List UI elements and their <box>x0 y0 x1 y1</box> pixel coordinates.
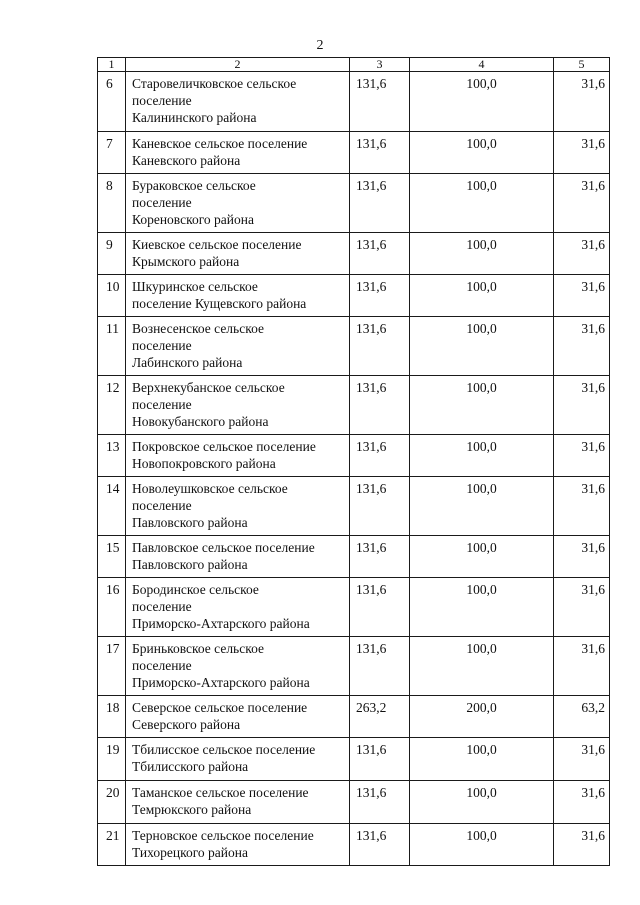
row-name-line: поселение <box>132 195 192 210</box>
row-name-line: Каневского района <box>132 153 241 168</box>
row-number: 13 <box>98 435 126 477</box>
table-row <box>98 578 610 637</box>
row-value-col5: 31,6 <box>554 233 610 275</box>
table-row <box>98 275 610 317</box>
row-value-col3: 131,6 <box>350 317 410 376</box>
row-value-col5: 31,6 <box>554 275 610 317</box>
row-value-col5: 31,6 <box>554 536 610 578</box>
table-header-row <box>98 58 610 72</box>
row-name-line: Покровское сельское поселение <box>132 439 316 454</box>
row-name <box>126 781 350 824</box>
table-row <box>98 696 610 738</box>
row-value-col5: 63,2 <box>554 696 610 738</box>
row-value-col4: 100,0 <box>410 376 554 435</box>
row-name-line: Новопокровского района <box>132 456 276 471</box>
row-name-line: Вознесенское сельское <box>132 321 264 336</box>
row-name-line: поселение <box>132 498 192 513</box>
row-value-col3: 131,6 <box>350 578 410 637</box>
row-name-line: Приморско-Ахтарского района <box>132 616 310 631</box>
row-name-line: Новокубанского района <box>132 414 269 429</box>
row-value-col3: 131,6 <box>350 233 410 275</box>
table-row <box>98 317 610 376</box>
table-row <box>98 477 610 536</box>
row-name <box>126 738 350 781</box>
row-name <box>126 72 350 132</box>
row-value-col4: 200,0 <box>410 696 554 738</box>
header-cell-5: 5 <box>554 58 610 72</box>
header-cell-3: 3 <box>350 58 410 72</box>
row-name-line: поселение <box>132 338 192 353</box>
row-number: 14 <box>98 477 126 536</box>
row-name-line: Киевское сельское поселение <box>132 237 302 252</box>
row-number: 21 <box>98 824 126 866</box>
row-name <box>126 696 350 738</box>
row-value-col5: 31,6 <box>554 435 610 477</box>
row-value-col3: 263,2 <box>350 696 410 738</box>
row-name-line: Верхнекубанское сельское <box>132 380 285 395</box>
row-name <box>126 824 350 866</box>
row-value-col3: 131,6 <box>350 72 410 132</box>
row-name-line: поселение <box>132 397 192 412</box>
table-row <box>98 536 610 578</box>
row-value-col5: 31,6 <box>554 477 610 536</box>
row-name <box>126 637 350 696</box>
row-value-col4: 100,0 <box>410 132 554 174</box>
row-value-col4: 100,0 <box>410 275 554 317</box>
row-value-col5: 31,6 <box>554 578 610 637</box>
row-name-line: Крымского района <box>132 254 240 269</box>
header-cell-2: 2 <box>126 58 350 72</box>
row-name-line: Тбилисского района <box>132 759 249 774</box>
row-name <box>126 578 350 637</box>
row-value-col3: 131,6 <box>350 132 410 174</box>
table-row <box>98 376 610 435</box>
table-row <box>98 174 610 233</box>
row-name-line: Калининского района <box>132 110 257 125</box>
row-value-col5: 31,6 <box>554 781 610 824</box>
row-value-col4: 100,0 <box>410 317 554 376</box>
row-value-col3: 131,6 <box>350 275 410 317</box>
row-name <box>126 477 350 536</box>
row-value-col4: 100,0 <box>410 824 554 866</box>
row-value-col4: 100,0 <box>410 637 554 696</box>
row-name-line: Лабинского района <box>132 355 243 370</box>
row-value-col3: 131,6 <box>350 738 410 781</box>
row-value-col5: 31,6 <box>554 376 610 435</box>
row-value-col5: 31,6 <box>554 317 610 376</box>
row-name-line: Каневское сельское поселение <box>132 136 308 151</box>
table-row <box>98 132 610 174</box>
table-row <box>98 738 610 781</box>
row-number: 16 <box>98 578 126 637</box>
row-name-line: Кореновского района <box>132 212 254 227</box>
row-number: 18 <box>98 696 126 738</box>
row-value-col4: 100,0 <box>410 578 554 637</box>
row-name-line: Темрюкского района <box>132 802 252 817</box>
row-value-col5: 31,6 <box>554 824 610 866</box>
row-name-line: Приморско-Ахтарского района <box>132 675 310 690</box>
row-name <box>126 536 350 578</box>
row-name <box>126 317 350 376</box>
table-row <box>98 72 610 132</box>
row-name-line: Таманское сельское поселение <box>132 785 309 800</box>
header-cell-1: 1 <box>98 58 126 72</box>
row-value-col5: 31,6 <box>554 738 610 781</box>
row-name-line: Новолеушковское сельское <box>132 481 288 496</box>
row-value-col5: 31,6 <box>554 174 610 233</box>
row-number: 8 <box>98 174 126 233</box>
row-value-col4: 100,0 <box>410 738 554 781</box>
row-name-line: поселение <box>132 658 192 673</box>
row-value-col3: 131,6 <box>350 376 410 435</box>
row-value-col4: 100,0 <box>410 477 554 536</box>
row-value-col5: 31,6 <box>554 132 610 174</box>
row-name-line: Павловское сельское поселение <box>132 540 315 555</box>
row-value-col3: 131,6 <box>350 477 410 536</box>
table-row <box>98 233 610 275</box>
row-value-col4: 100,0 <box>410 435 554 477</box>
row-name <box>126 132 350 174</box>
row-value-col3: 131,6 <box>350 536 410 578</box>
row-name-line: Терновское сельское поселение <box>132 828 314 843</box>
table-row <box>98 824 610 866</box>
row-value-col4: 100,0 <box>410 781 554 824</box>
row-name-line: Бородинское сельское <box>132 582 259 597</box>
row-name <box>126 174 350 233</box>
row-name <box>126 376 350 435</box>
row-value-col4: 100,0 <box>410 536 554 578</box>
row-name-line: Старовеличковское сельское <box>132 76 297 91</box>
row-number: 11 <box>98 317 126 376</box>
row-name-line: Тихорецкого района <box>132 845 248 860</box>
row-name-line: Павловского района <box>132 557 248 572</box>
row-name-line: поселение Кущевского района <box>132 296 307 311</box>
row-name-line: поселение <box>132 599 192 614</box>
row-name <box>126 435 350 477</box>
row-number: 6 <box>98 72 126 132</box>
row-value-col3: 131,6 <box>350 824 410 866</box>
row-number: 19 <box>98 738 126 781</box>
row-name <box>126 275 350 317</box>
row-name-line: Бураковское сельское <box>132 178 256 193</box>
row-number: 15 <box>98 536 126 578</box>
row-name-line: Северское сельское поселение <box>132 700 308 715</box>
row-number: 17 <box>98 637 126 696</box>
row-number: 9 <box>98 233 126 275</box>
row-value-col3: 131,6 <box>350 435 410 477</box>
row-value-col5: 31,6 <box>554 72 610 132</box>
table-body <box>98 58 610 866</box>
row-value-col4: 100,0 <box>410 72 554 132</box>
row-value-col5: 31,6 <box>554 637 610 696</box>
row-number: 12 <box>98 376 126 435</box>
page-number: 2 <box>316 38 324 53</box>
row-number: 10 <box>98 275 126 317</box>
table-row <box>98 435 610 477</box>
row-value-col4: 100,0 <box>410 174 554 233</box>
row-value-col3: 131,6 <box>350 174 410 233</box>
row-name-line: Павловского района <box>132 515 248 530</box>
row-value-col4: 100,0 <box>410 233 554 275</box>
row-name-line: Тбилисское сельское поселение <box>132 742 316 757</box>
header-cell-4: 4 <box>410 58 554 72</box>
row-value-col3: 131,6 <box>350 637 410 696</box>
row-number: 20 <box>98 781 126 824</box>
row-name-line: Шкуринское сельское <box>132 279 258 294</box>
row-name-line: поселение <box>132 93 192 108</box>
table-row <box>98 781 610 824</box>
row-name-line: Северского района <box>132 717 241 732</box>
data-table <box>97 57 610 866</box>
table-row <box>98 637 610 696</box>
row-name <box>126 233 350 275</box>
row-name-line: Бриньковское сельское <box>132 641 264 656</box>
row-value-col3: 131,6 <box>350 781 410 824</box>
row-number: 7 <box>98 132 126 174</box>
